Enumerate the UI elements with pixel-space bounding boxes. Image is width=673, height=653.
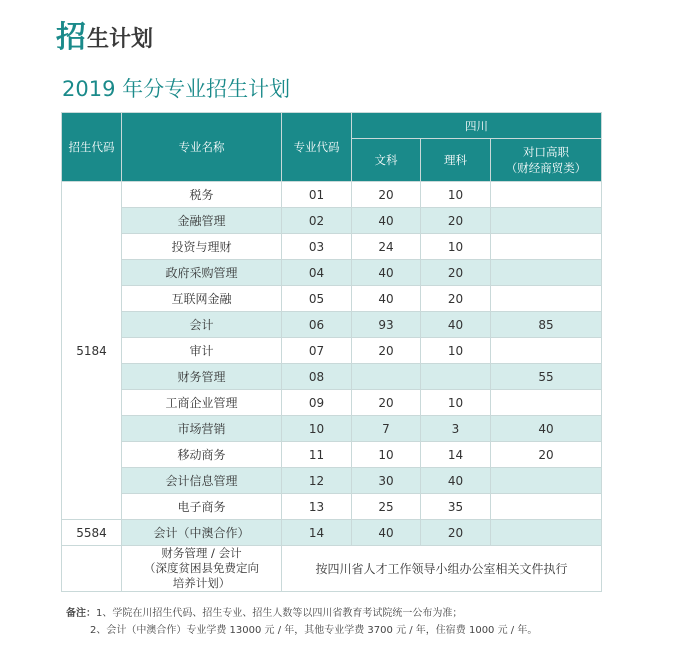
wenke-cell: 40 <box>352 208 421 234</box>
like-cell: 35 <box>421 494 491 520</box>
enrollment-plan-table <box>61 112 602 592</box>
gaozhi-cell <box>491 286 602 312</box>
wenke-cell: 20 <box>352 338 421 364</box>
special-name-line1: 财务管理 / 会计 <box>161 546 242 560</box>
header-major-name: 专业名称 <box>122 113 282 182</box>
major-code-cell: 10 <box>282 416 352 442</box>
enroll-code-empty <box>62 546 122 592</box>
footnote-line1 <box>66 605 537 622</box>
footnote-label: 备注： <box>66 608 96 619</box>
like-cell: 3 <box>421 416 491 442</box>
table-row <box>62 182 602 208</box>
like-cell: 40 <box>421 312 491 338</box>
major-code-cell: 13 <box>282 494 352 520</box>
special-name-line3: 培养计划） <box>172 576 231 590</box>
table-row <box>62 494 602 520</box>
gaozhi-cell: 40 <box>491 416 602 442</box>
gaozhi-cell <box>491 390 602 416</box>
table-row <box>62 468 602 494</box>
wenke-cell: 7 <box>352 416 421 442</box>
major-code-cell: 14 <box>282 520 352 546</box>
like-cell: 20 <box>421 520 491 546</box>
enroll-code-5584: 5584 <box>62 520 122 546</box>
wenke-cell: 40 <box>352 520 421 546</box>
table-row <box>62 364 602 390</box>
page-subtitle: 2019 年分专业招生计划 <box>62 77 291 101</box>
gaozhi-cell <box>491 260 602 286</box>
major-code-cell: 11 <box>282 442 352 468</box>
wenke-cell: 20 <box>352 390 421 416</box>
gaozhi-cell: 20 <box>491 442 602 468</box>
gaozhi-cell <box>491 208 602 234</box>
gaozhi-cell <box>491 182 602 208</box>
like-cell: 10 <box>421 338 491 364</box>
gaozhi-cell: 85 <box>491 312 602 338</box>
major-code-cell: 06 <box>282 312 352 338</box>
major-name-cell: 工商企业管理 <box>122 390 282 416</box>
like-cell: 20 <box>421 208 491 234</box>
wenke-cell: 93 <box>352 312 421 338</box>
special-name-line2: （深度贫困县免费定向 <box>144 561 259 575</box>
header-gaozhi <box>491 139 602 182</box>
major-name-cell: 市场营销 <box>122 416 282 442</box>
major-name-cell: 税务 <box>122 182 282 208</box>
major-name-cell: 会计 <box>122 312 282 338</box>
major-name-cell: 政府采购管理 <box>122 260 282 286</box>
major-name-cell: 金融管理 <box>122 208 282 234</box>
table-row <box>62 312 602 338</box>
gaozhi-cell <box>491 234 602 260</box>
footnote <box>66 605 537 639</box>
header-major-code: 专业代码 <box>282 113 352 182</box>
header-enroll-code: 招生代码 <box>62 113 122 182</box>
major-code-cell: 01 <box>282 182 352 208</box>
header-gaozhi-label: 对口高职 <box>523 145 569 159</box>
major-code-cell: 12 <box>282 468 352 494</box>
gaozhi-cell: 55 <box>491 364 602 390</box>
major-name-cell: 会计（中澳合作） <box>122 520 282 546</box>
wenke-cell: 10 <box>352 442 421 468</box>
gaozhi-cell <box>491 338 602 364</box>
major-code-cell: 08 <box>282 364 352 390</box>
gaozhi-cell <box>491 494 602 520</box>
like-cell: 10 <box>421 390 491 416</box>
major-name-cell: 投资与理财 <box>122 234 282 260</box>
gaozhi-cell <box>491 468 602 494</box>
header-wenke: 文科 <box>352 139 421 182</box>
major-name-cell: 审计 <box>122 338 282 364</box>
like-cell: 14 <box>421 442 491 468</box>
major-code-cell: 05 <box>282 286 352 312</box>
like-cell: 20 <box>421 286 491 312</box>
like-cell: 20 <box>421 260 491 286</box>
special-row-note: 按四川省人才工作领导小组办公室相关文件执行 <box>282 546 602 592</box>
heading-rest: 生计划 <box>87 27 154 52</box>
major-code-cell: 03 <box>282 234 352 260</box>
wenke-cell: 25 <box>352 494 421 520</box>
like-cell: 40 <box>421 468 491 494</box>
table-row <box>62 390 602 416</box>
like-cell: 10 <box>421 182 491 208</box>
footnote-line2: 2、会计（中澳合作）专业学费 13000 元 / 年，其他专业学费 3700 元 / 年，住宿费 1000 元 / 年。 <box>90 625 538 636</box>
special-major-name <box>122 546 282 592</box>
major-name-cell: 财务管理 <box>122 364 282 390</box>
like-cell: 10 <box>421 234 491 260</box>
table-row <box>62 260 602 286</box>
major-code-cell: 09 <box>282 390 352 416</box>
section-heading <box>56 14 153 54</box>
table-row <box>62 442 602 468</box>
header-region: 四川 <box>352 113 602 139</box>
major-code-cell: 02 <box>282 208 352 234</box>
major-code-cell: 04 <box>282 260 352 286</box>
heading-big-char: 招 <box>56 20 86 55</box>
like-cell <box>421 364 491 390</box>
enroll-code-5184: 5184 <box>62 182 122 520</box>
major-name-cell: 移动商务 <box>122 442 282 468</box>
wenke-cell: 30 <box>352 468 421 494</box>
table-row-special <box>62 546 602 592</box>
table-row <box>62 286 602 312</box>
table-row <box>62 520 602 546</box>
table-row <box>62 338 602 364</box>
footnote-text1: 1、学院在川招生代码、招生专业、招生人数等以四川省教育考试院统一公布为准； <box>96 608 463 619</box>
wenke-cell <box>352 364 421 390</box>
major-name-cell: 会计信息管理 <box>122 468 282 494</box>
header-like: 理科 <box>421 139 491 182</box>
table-row <box>62 234 602 260</box>
major-name-cell: 电子商务 <box>122 494 282 520</box>
wenke-cell: 20 <box>352 182 421 208</box>
wenke-cell: 24 <box>352 234 421 260</box>
gaozhi-cell <box>491 520 602 546</box>
table-row <box>62 416 602 442</box>
wenke-cell: 40 <box>352 260 421 286</box>
table-row <box>62 208 602 234</box>
header-gaozhi-sub: （财经商贸类） <box>505 161 587 175</box>
major-code-cell: 07 <box>282 338 352 364</box>
major-name-cell: 互联网金融 <box>122 286 282 312</box>
wenke-cell: 40 <box>352 286 421 312</box>
